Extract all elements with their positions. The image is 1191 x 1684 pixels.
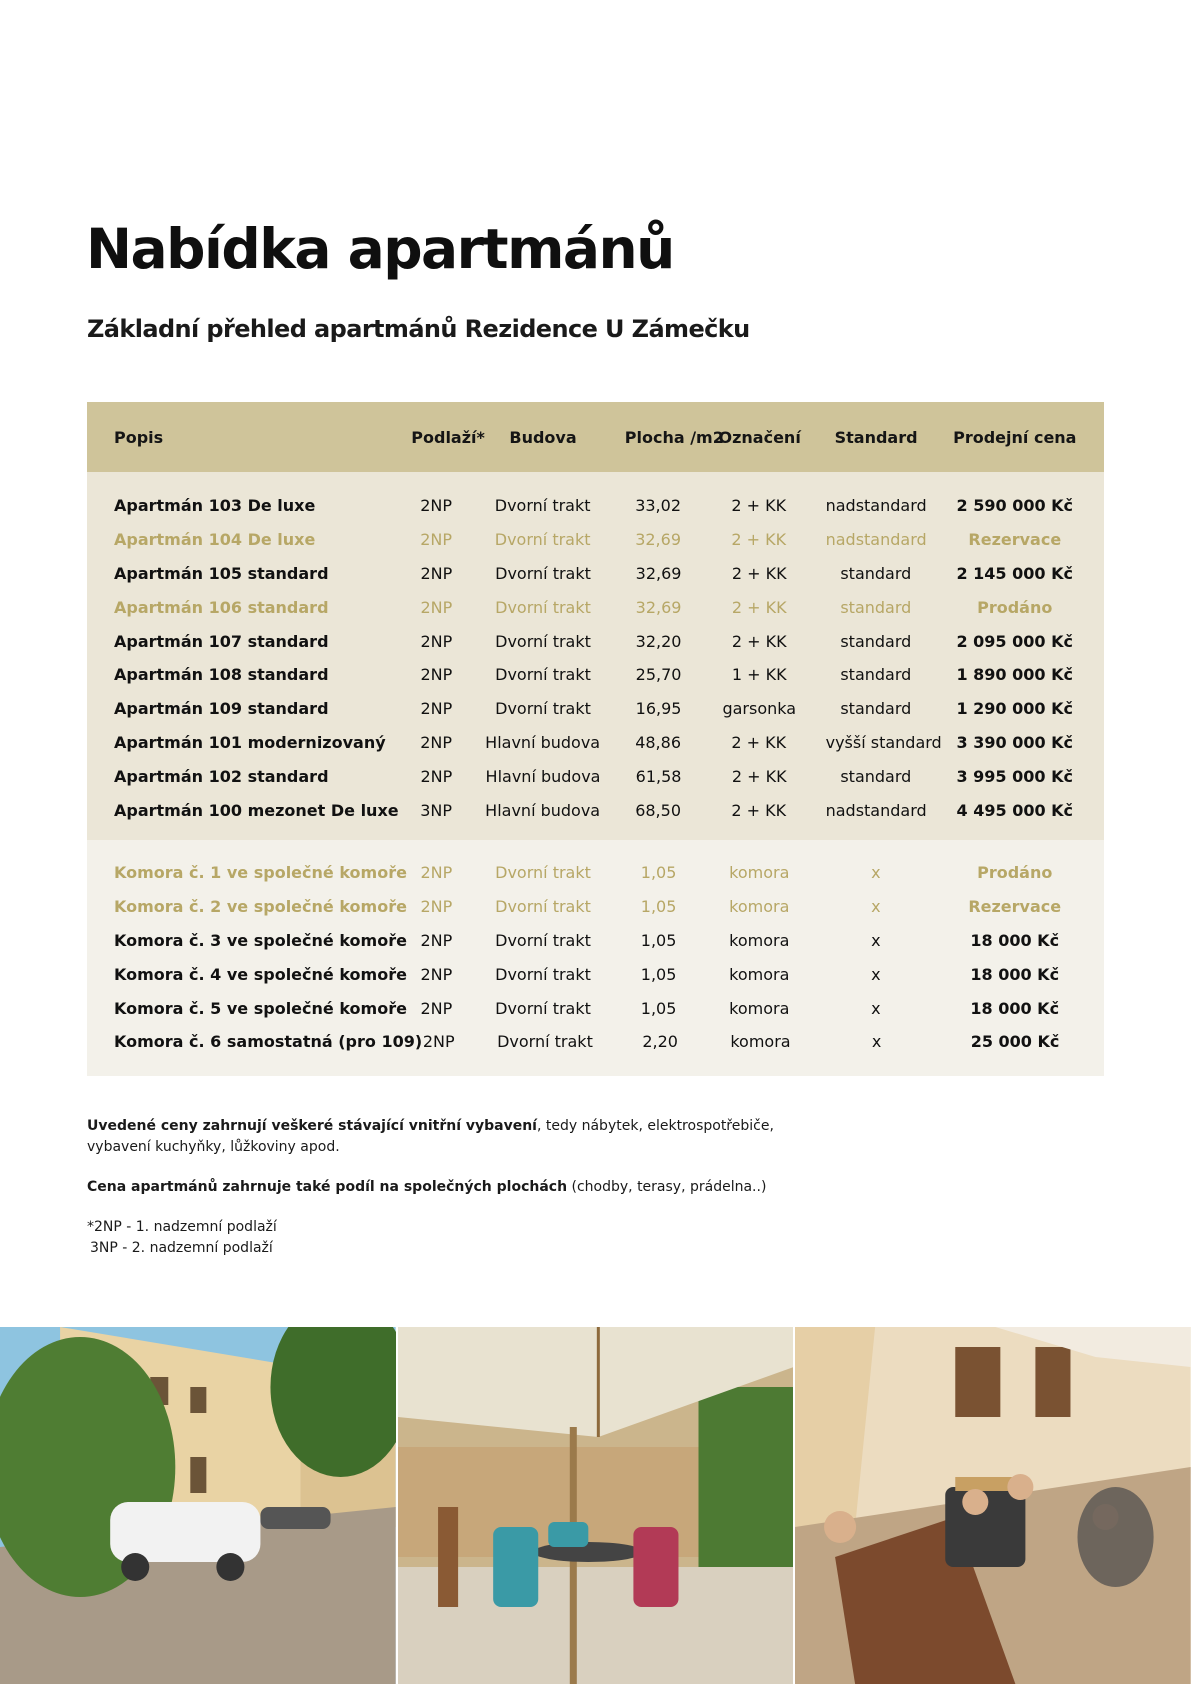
note-equipment-rest: , tedy nábytek, elektrospotřebiče, vybavení kuchyňky, lůžkoviny apod. — [87, 1118, 774, 1155]
storage-desc-cell: Komora č. 6 samostatná (pro 109) — [114, 1032, 423, 1052]
storage-price-cell: 18 000 Kč — [970, 930, 1060, 950]
apartment-price-cell: 2 095 000 Kč — [956, 631, 1073, 651]
storage-building-cell: Dvorní trakt — [495, 863, 591, 883]
apartment-designation-cell: 2 + KK — [731, 496, 787, 516]
apartment-building-cell: Dvorní trakt — [495, 699, 591, 719]
apartment-floor-cell: 2NP — [420, 665, 453, 685]
apartment-floor-cell: 2NP — [420, 563, 453, 583]
apartment-row — [87, 658, 1104, 692]
apartment-building-cell: Dvorní trakt — [494, 530, 591, 550]
header-budova: Budova — [509, 427, 577, 447]
apartment-row — [87, 557, 1104, 591]
header-standard: Standard — [834, 427, 918, 447]
apartment-floor-cell: 2NP — [420, 496, 452, 516]
storage-floor-cell: 2NP — [420, 998, 453, 1018]
apartment-desc-cell: Apartmán 107 standard — [114, 631, 329, 651]
storage-row — [87, 1025, 1104, 1059]
apartment-standard-cell: vyšší standard — [825, 732, 942, 752]
storage-row — [87, 957, 1104, 991]
storage-desc-cell: Komora č. 3 ve společné komoře — [114, 930, 407, 950]
storage-row — [87, 924, 1104, 958]
apartment-row — [87, 793, 1104, 827]
storage-designation-cell: komora — [729, 863, 790, 883]
apartment-standard-cell: nadstandard — [825, 530, 927, 550]
apartment-floor-cell: 2NP — [420, 766, 453, 786]
note-floor-3np: 3NP - 2. nadzemní podlaží — [90, 1240, 273, 1256]
apartment-area-cell: 61,58 — [635, 766, 682, 786]
apartment-building-cell: Dvorní trakt — [495, 597, 591, 617]
storage-standard-cell: x — [871, 964, 881, 984]
apartment-floor-cell: 2NP — [420, 631, 453, 651]
apartment-area-cell: 68,50 — [635, 800, 681, 820]
storage-floor-cell: 2NP — [420, 897, 453, 917]
apartment-desc-cell: Apartmán 100 mezonet De luxe — [114, 800, 399, 820]
storage-floor-cell: 2NP — [420, 863, 453, 883]
storage-standard-cell: x — [871, 930, 881, 950]
apartment-row — [87, 726, 1104, 760]
storage-floor-cell: 2NP — [420, 964, 453, 984]
terrace-seating-photo — [795, 1327, 1191, 1684]
apartment-desc-cell: Apartmán 103 De luxe — [114, 496, 316, 516]
apartment-building-cell: Dvorní trakt — [494, 496, 591, 516]
apartment-price-cell: Rezervace — [968, 530, 1062, 550]
apartment-standard-cell: standard — [840, 597, 912, 617]
apartment-building-cell: Hlavní budova — [485, 732, 601, 752]
apartment-standard-cell: nadstandard — [825, 496, 927, 516]
storage-designation-cell: komora — [730, 1032, 791, 1052]
table-header — [87, 402, 1104, 472]
terrace-umbrella-photo — [398, 1327, 794, 1684]
apartment-floor-cell: 2NP — [420, 699, 453, 719]
apartment-standard-cell: standard — [840, 631, 912, 651]
apartment-standard-cell: standard — [840, 766, 912, 786]
note-equipment-bold: Uvedené ceny zahrnují veškeré stávající vnitřní vybavení — [87, 1118, 537, 1134]
apartment-standard-cell: nadstandard — [825, 800, 927, 820]
storage-price-cell: Rezervace — [968, 897, 1062, 917]
apartment-designation-cell: garsonka — [722, 699, 797, 719]
note-equipment — [87, 1116, 827, 1158]
apartment-desc-cell: Apartmán 101 modernizovaný — [114, 732, 386, 752]
storage-floor-cell: 2NP — [422, 1032, 455, 1052]
apartment-area-cell: 32,20 — [635, 631, 682, 651]
storage-price-cell: 18 000 Kč — [970, 998, 1060, 1018]
apartment-area-cell: 16,95 — [635, 699, 682, 719]
apartment-price-cell: 2 145 000 Kč — [956, 563, 1073, 583]
apartment-price-cell: 3 995 000 Kč — [956, 766, 1073, 786]
storage-building-cell: Dvorní trakt — [495, 897, 591, 917]
apartment-area-cell: 32,69 — [635, 597, 682, 617]
storage-building-cell: Dvorní trakt — [497, 1032, 593, 1052]
apartment-row — [87, 759, 1104, 793]
apartment-row — [87, 590, 1104, 624]
header-plocha: Plocha /m2 — [624, 427, 724, 447]
apartment-row — [87, 624, 1104, 658]
storage-area-cell: 1,05 — [640, 998, 677, 1018]
header-prodejni-cena: Prodejní cena — [953, 427, 1077, 447]
apartment-price-cell: 2 590 000 Kč — [956, 496, 1074, 516]
notes — [87, 1116, 827, 1259]
apartment-area-cell: 25,70 — [635, 665, 682, 685]
storage-row — [87, 856, 1104, 890]
apartment-designation-cell: 1 + KK — [731, 665, 787, 685]
storage-designation-cell: komora — [729, 897, 790, 917]
note-common-areas — [87, 1177, 827, 1198]
storage-standard-cell: x — [871, 1032, 882, 1052]
storage-standard-cell: x — [871, 897, 881, 917]
header-popis: Popis — [114, 427, 164, 447]
storage-price-cell: 25 000 Kč — [970, 1032, 1060, 1052]
apartment-desc-cell: Apartmán 104 De luxe — [114, 530, 316, 550]
apartment-standard-cell: standard — [840, 563, 912, 583]
storage-row — [87, 890, 1104, 924]
storage-group — [87, 840, 1104, 1076]
apartment-building-cell: Dvorní trakt — [495, 631, 591, 651]
photo-strip — [0, 1327, 1191, 1684]
apartment-row — [87, 692, 1104, 726]
apartment-standard-cell: standard — [840, 699, 912, 719]
page-subtitle: Základní přehled apartmánů Rezidence U Zámečku — [87, 315, 750, 343]
apartment-desc-cell: Apartmán 108 standard — [114, 665, 329, 685]
storage-standard-cell: x — [871, 998, 881, 1018]
storage-row — [87, 991, 1104, 1025]
apartment-desc-cell: Apartmán 105 standard — [114, 563, 329, 583]
apartment-floor-cell: 3NP — [420, 800, 452, 820]
apartments-group — [87, 472, 1104, 840]
apartment-designation-cell: 2 + KK — [731, 732, 787, 752]
apartment-price-cell: 1 290 000 Kč — [956, 699, 1073, 719]
apartment-table — [87, 402, 1104, 1076]
apartment-desc-cell: Apartmán 109 standard — [114, 699, 329, 719]
apartment-floor-cell: 2NP — [420, 732, 452, 752]
apartment-desc-cell: Apartmán 102 standard — [114, 766, 329, 786]
storage-building-cell: Dvorní trakt — [495, 930, 591, 950]
note-common-bold: Cena apartmánů zahrnuje také podíl na společných plochách — [87, 1179, 568, 1195]
storage-area-cell: 1,05 — [640, 863, 677, 883]
apartment-area-cell: 33,02 — [635, 496, 681, 516]
apartment-designation-cell: 2 + KK — [731, 530, 787, 550]
apartment-designation-cell: 2 + KK — [731, 563, 787, 583]
storage-area-cell: 2,20 — [642, 1032, 678, 1052]
storage-desc-cell: Komora č. 5 ve společné komoře — [114, 998, 407, 1018]
storage-floor-cell: 2NP — [420, 930, 453, 950]
storage-designation-cell: komora — [729, 930, 790, 950]
storage-price-cell: 18 000 Kč — [970, 964, 1060, 984]
storage-area-cell: 1,05 — [640, 964, 677, 984]
note-common-rest: (chodby, terasy, prádelna..) — [567, 1179, 767, 1195]
storage-desc-cell: Komora č. 4 ve společné komoře — [114, 964, 407, 984]
apartment-designation-cell: 2 + KK — [731, 800, 787, 820]
courtyard-photo — [0, 1327, 396, 1684]
apartment-desc-cell: Apartmán 106 standard — [114, 597, 329, 617]
apartment-building-cell: Hlavní budova — [485, 766, 601, 786]
apartment-price-cell: 1 890 000 Kč — [956, 665, 1073, 685]
apartment-designation-cell: 2 + KK — [731, 766, 787, 786]
note-floor-2np: *2NP - 1. nadzemní podlaží — [87, 1219, 277, 1235]
apartment-designation-cell: 2 + KK — [731, 631, 787, 651]
apartment-price-cell: 3 390 000 Kč — [956, 732, 1074, 752]
storage-designation-cell: komora — [729, 964, 790, 984]
page-title: Nabídka apartmánů — [86, 217, 674, 281]
storage-building-cell: Dvorní trakt — [495, 998, 591, 1018]
apartment-area-cell: 48,86 — [635, 732, 681, 752]
apartment-price-cell: Prodáno — [977, 597, 1053, 617]
storage-building-cell: Dvorní trakt — [495, 964, 591, 984]
apartment-row — [87, 489, 1104, 523]
storage-area-cell: 1,05 — [640, 897, 677, 917]
storage-price-cell: Prodáno — [977, 863, 1053, 883]
apartment-row — [87, 523, 1104, 557]
apartment-building-cell: Dvorní trakt — [495, 665, 591, 685]
apartment-area-cell: 32,69 — [635, 530, 681, 550]
storage-desc-cell: Komora č. 1 ve společné komoře — [114, 863, 407, 883]
storage-area-cell: 1,05 — [640, 930, 677, 950]
apartment-building-cell: Dvorní trakt — [495, 563, 591, 583]
apartment-building-cell: Hlavní budova — [485, 800, 601, 820]
apartment-standard-cell: standard — [840, 665, 912, 685]
header-oznaceni: Označení — [718, 427, 801, 447]
apartment-designation-cell: 2 + KK — [731, 597, 787, 617]
apartment-floor-cell: 2NP — [420, 597, 453, 617]
apartment-price-cell: 4 495 000 Kč — [956, 800, 1074, 820]
storage-desc-cell: Komora č. 2 ve společné komoře — [114, 897, 407, 917]
storage-designation-cell: komora — [729, 998, 790, 1018]
storage-standard-cell: x — [871, 863, 881, 883]
apartment-floor-cell: 2NP — [420, 530, 452, 550]
apartment-area-cell: 32,69 — [635, 563, 682, 583]
header-podlazi: Podlaží* — [411, 427, 485, 447]
